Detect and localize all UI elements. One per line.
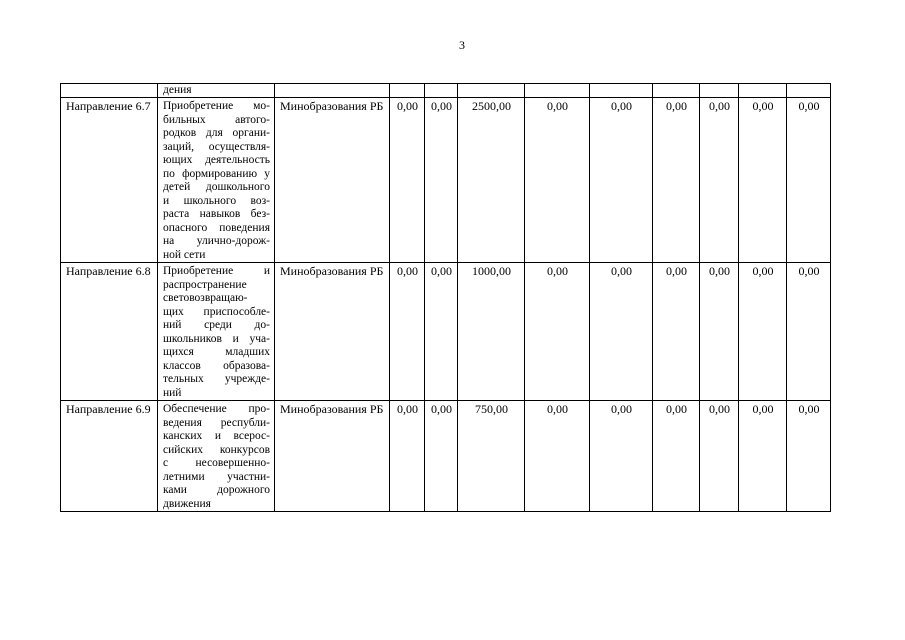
description-line: ведения республи- — [163, 416, 270, 429]
budget-table — [60, 83, 831, 512]
description-line: раста навыков без- — [163, 208, 270, 220]
empty-cell — [425, 84, 458, 98]
value-cell: 0,00 — [787, 98, 831, 263]
empty-cell — [525, 84, 590, 98]
description-line: на улично-дорож- — [163, 235, 270, 247]
value-cell: 0,00 — [525, 98, 590, 263]
value-cell: 1000,00 — [458, 263, 525, 401]
value-cell: 0,00 — [739, 401, 787, 512]
description-line: ной сети — [163, 248, 206, 261]
description-line: школьников и уча- — [163, 332, 270, 345]
empty-cell — [458, 84, 525, 98]
empty-cell — [61, 84, 158, 98]
agency-cell: Минобразования РБ — [275, 401, 390, 512]
value-cell: 2500,00 — [458, 98, 525, 263]
description-cell — [158, 263, 275, 401]
value-cell: 750,00 — [458, 401, 525, 512]
description-line: ками дорожного — [163, 484, 270, 496]
description-line: тельных учрежде- — [163, 373, 270, 385]
value-cell: 0,00 — [700, 263, 739, 401]
description-line: ющих деятельность — [163, 154, 270, 166]
empty-cell — [787, 84, 831, 98]
value-cell: 0,00 — [425, 401, 458, 512]
table-row — [61, 401, 831, 512]
description-line: Приобретение мо- — [163, 100, 270, 112]
value-cell: 0,00 — [590, 98, 653, 263]
description-cell — [158, 98, 275, 263]
value-cell: 0,00 — [653, 401, 700, 512]
value-cell: 0,00 — [787, 263, 831, 401]
agency-cell: Минобразования РБ — [275, 263, 390, 401]
value-cell: 0,00 — [787, 401, 831, 512]
value-cell: 0,00 — [739, 98, 787, 263]
description-line: летними участни- — [163, 470, 270, 483]
direction-cell: Направление 6.9 — [61, 401, 158, 512]
description-continuation: дения — [158, 84, 275, 98]
description-line: щих приспособле- — [163, 305, 270, 318]
table-row — [61, 263, 831, 401]
description-line: сийских конкурсов — [163, 443, 270, 456]
value-cell: 0,00 — [390, 401, 425, 512]
value-cell: 0,00 — [525, 263, 590, 401]
value-cell: 0,00 — [390, 263, 425, 401]
description-line: ний — [163, 386, 182, 399]
value-cell: 0,00 — [590, 401, 653, 512]
empty-cell — [275, 84, 390, 98]
page-number: 3 — [459, 38, 465, 52]
direction-cell: Направление 6.7 — [61, 98, 158, 263]
description-line: заций, осуществля- — [163, 140, 270, 153]
description-line: бильных автого- — [163, 113, 270, 126]
value-cell: 0,00 — [525, 401, 590, 512]
description-cell — [158, 401, 275, 512]
value-cell: 0,00 — [590, 263, 653, 401]
description-line: Приобретение и — [163, 265, 270, 277]
description-line: с несовершенно- — [163, 457, 270, 469]
agency-cell: Минобразования РБ — [275, 98, 390, 263]
direction-cell: Направление 6.8 — [61, 263, 158, 401]
empty-cell — [590, 84, 653, 98]
description-line: классов образова- — [163, 359, 270, 372]
description-line: распространение — [163, 278, 247, 291]
value-cell: 0,00 — [653, 263, 700, 401]
description-line: детей дошкольного — [163, 181, 270, 193]
value-cell: 0,00 — [425, 98, 458, 263]
description-line: канских и всерос- — [163, 430, 270, 442]
description-line: по формированию у — [163, 167, 270, 180]
value-cell: 0,00 — [739, 263, 787, 401]
value-cell: 0,00 — [700, 401, 739, 512]
description-line: движения — [163, 497, 211, 510]
description-line: опасного поведения — [163, 221, 270, 234]
value-cell: 0,00 — [390, 98, 425, 263]
empty-cell — [739, 84, 787, 98]
empty-cell — [700, 84, 739, 98]
description-line: ний среди до- — [163, 319, 270, 331]
value-cell: 0,00 — [700, 98, 739, 263]
table-row — [61, 98, 831, 263]
description-line: и школьного воз- — [163, 194, 270, 207]
description-line: родков для органи- — [163, 127, 270, 139]
description-line: Обеспечение про- — [163, 403, 270, 415]
table-row-continuation — [61, 84, 831, 98]
description-line: щихся младших — [163, 346, 270, 358]
value-cell: 0,00 — [653, 98, 700, 263]
description-line: световозвращаю- — [163, 292, 248, 304]
empty-cell — [653, 84, 700, 98]
empty-cell — [390, 84, 425, 98]
value-cell: 0,00 — [425, 263, 458, 401]
